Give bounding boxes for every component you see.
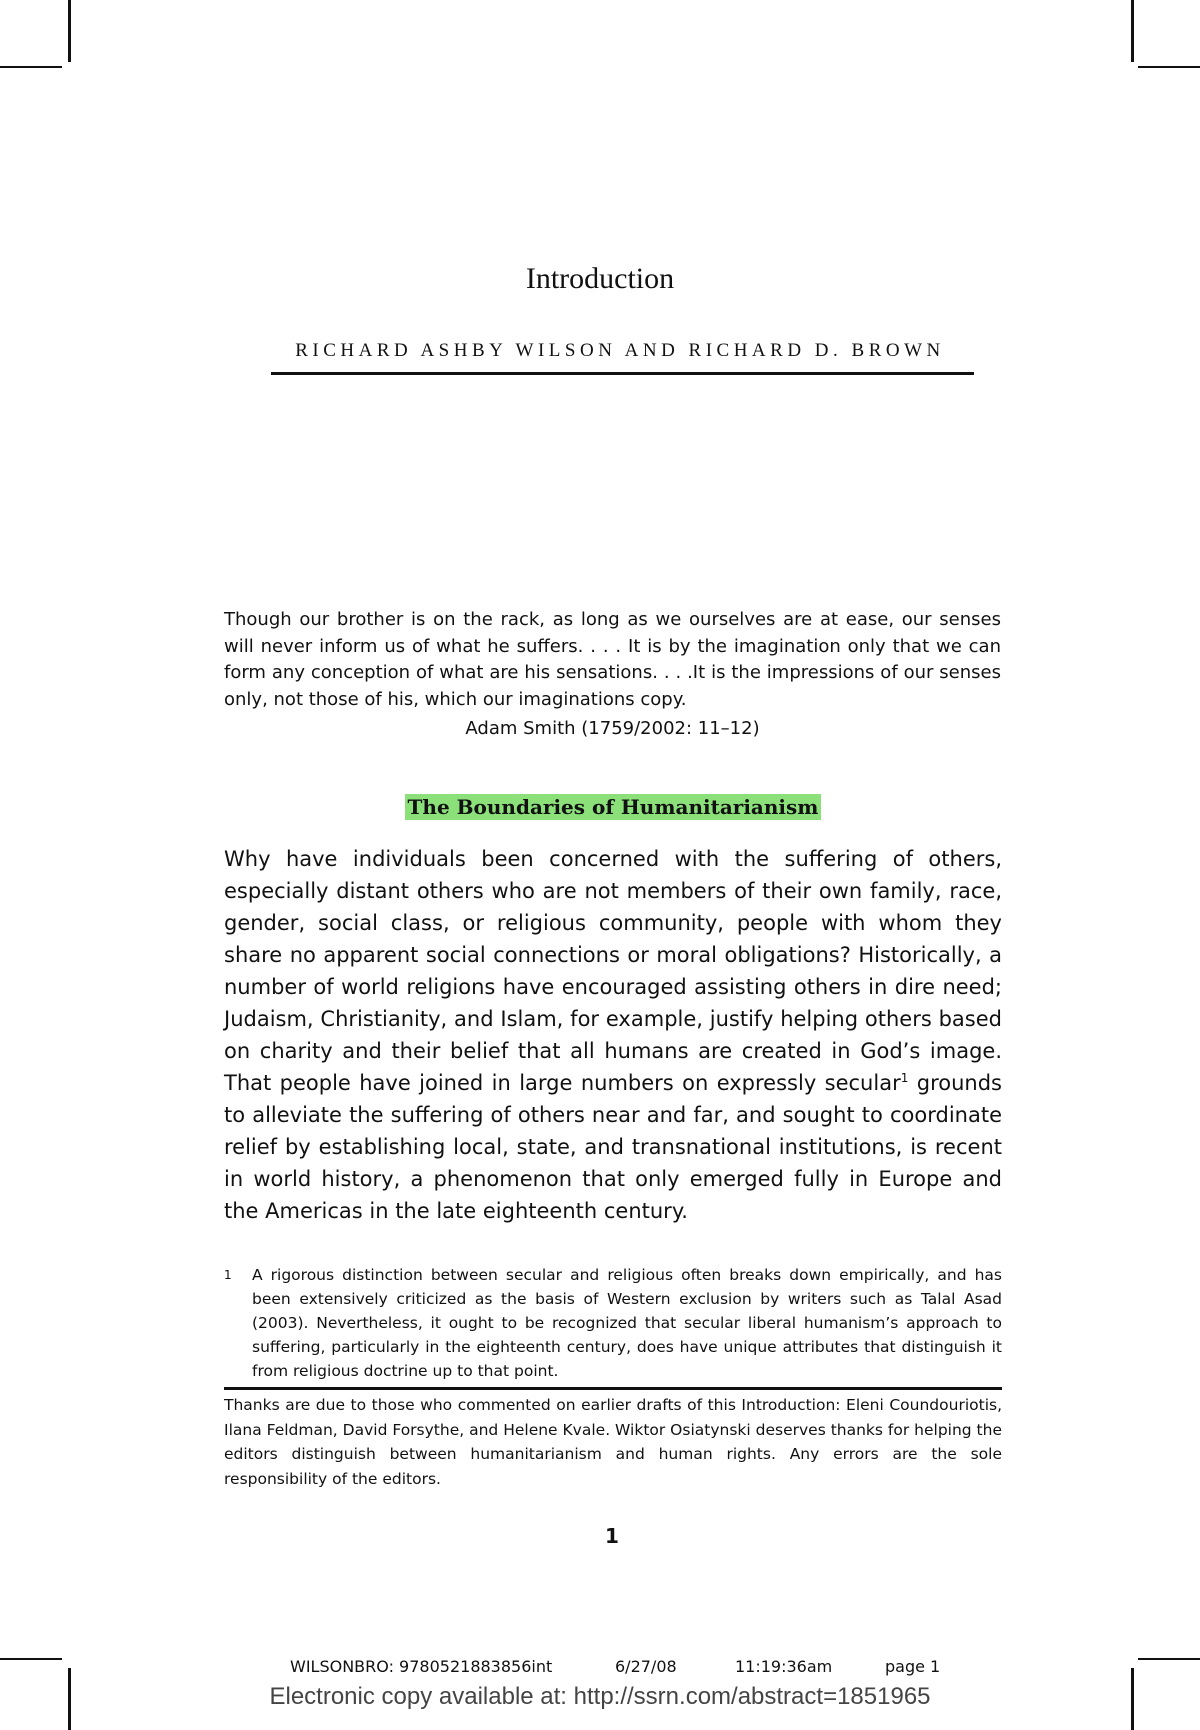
crop-mark-bottom-left-horizontal: [0, 1658, 62, 1660]
crop-mark-top-left-horizontal: [0, 66, 62, 68]
crop-mark-top-right-horizontal: [1138, 66, 1200, 68]
body-paragraph: [224, 843, 1002, 1227]
footnote-reference[interactable]: 1: [900, 1071, 909, 1085]
footnote-rule: [224, 1387, 1002, 1390]
body-text-part2: grounds to alleviate the suffering of others near and far, and sought to coordinate relief by establishing local, state, and transnational institutions, is recent in world history, a phenomenon that only emerged fully in Europe and the Americas in the late eighteenth century.: [224, 1071, 1002, 1223]
crop-mark-top-right-vertical: [1131, 0, 1134, 62]
crop-mark-bottom-right-horizontal: [1138, 1658, 1200, 1660]
footnote: [224, 1263, 1002, 1383]
body-text-part1: Why have individuals been concerned with the suffering of others, especially distant others who are not members of their own family, race, gender, social class, or religious community, people with whom they share no apparent social connections or moral obligations? Historically, a number of world religions have encouraged assisting others in dire need; Judaism, Christianity, and Islam, for example, justify helping others based on charity and their belief that all humans are created in God’s image. That people have joined in large numbers on expressly secular: [224, 847, 1002, 1095]
slug-page: page 1: [885, 1657, 941, 1676]
footnote-number: 1: [224, 1268, 232, 1282]
epigraph-quote: Though our brother is on the rack, as long as we ourselves are at ease, our senses will never inform us of what he suffers. . . . It is by the imagination only that we can form any conception of what are his sensations. . . .It is the impressions of our senses only, not those of his, which our imaginations copy.: [224, 609, 1001, 710]
acknowledgement-note: Thanks are due to those who commented on earlier drafts of this Introduction: Eleni Coundouriotis, Ilana Feldman, David Forsythe, and Helene Kvale. Wiktor Osiatynski deserves thanks for helping the editors distinguish between humanitarianism and human rights. Any errors are the sole responsibility of the editors.: [224, 1396, 1002, 1488]
chapter-title: Introduction: [525, 262, 675, 295]
section-heading-highlight: The Boundaries of Humanitarianism: [405, 794, 822, 820]
slug-date: 6/27/08: [615, 1657, 677, 1676]
slug-time: 11:19:36am: [735, 1657, 833, 1676]
page-number: 1: [605, 1524, 619, 1548]
title-rule: [271, 372, 974, 375]
print-slug: [290, 1657, 940, 1676]
chapter-authors: RICHARD ASHBY WILSON AND RICHARD D. BROWN: [295, 340, 945, 361]
section-heading: [0, 795, 1200, 819]
ssrn-availability-notice[interactable]: Electronic copy available at: http://ssrn.com/abstract=1851965: [269, 1683, 931, 1710]
footnote-text: A rigorous distinction between secular and religious often breaks down empirically, and has been extensively criticized as the basis of Western exclusion by writers such as Talal Asad (2003). Nevertheless, it ought to be recognized that secular liberal humanism’s approach to suffering, particularly in the eighteenth century, does have unique attributes that distinguish it from religious doctrine up to that point.: [252, 1266, 1002, 1380]
slug-file: WILSONBRO: 9780521883856int: [290, 1657, 553, 1676]
epigraph-attribution: Adam Smith (1759/2002: 11–12): [465, 718, 760, 739]
crop-mark-top-left-vertical: [68, 0, 71, 62]
